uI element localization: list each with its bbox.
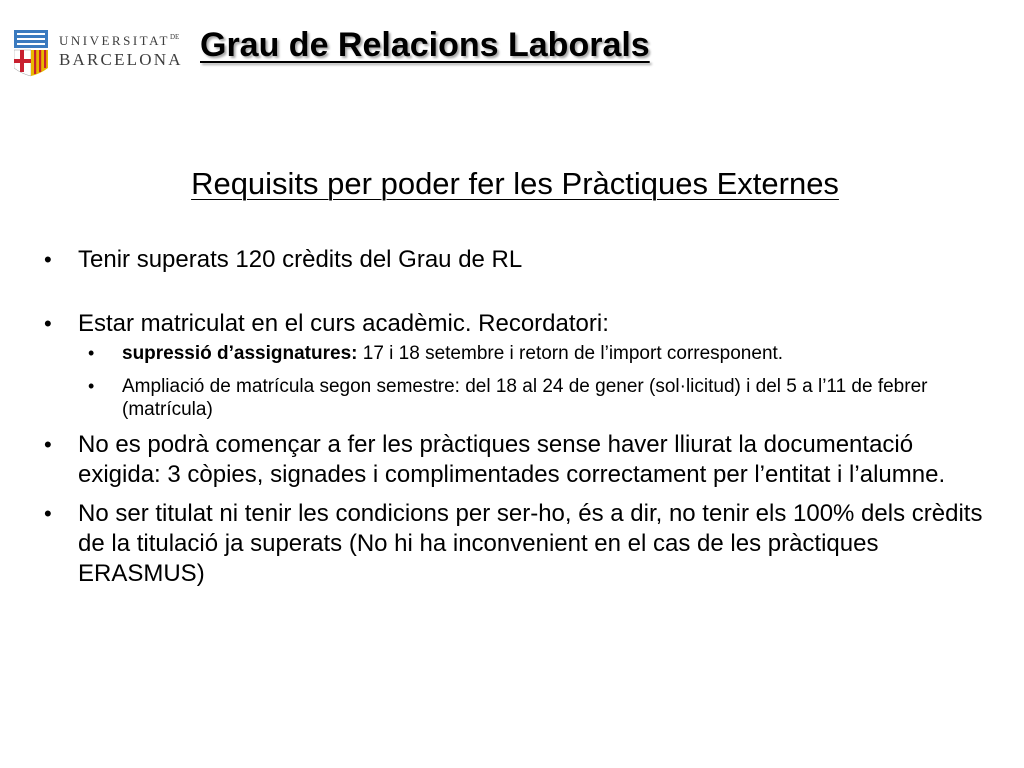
university-logo [14, 30, 183, 86]
bullet-icon: • [44, 247, 52, 272]
bullet-icon: • [44, 432, 52, 457]
sub-bullet-bold-text: supressió d’assignatures: [122, 343, 358, 364]
bullet-icon: • [88, 376, 95, 396]
bullet-item [40, 245, 1000, 275]
logo-line1: UNIVERSITAT [59, 33, 170, 48]
bullet-text: Estar matriculat en el curs acadèmic. Recordatori: [78, 310, 609, 337]
bullet-item [40, 309, 1000, 339]
sub-bullet-text: Ampliació de matrícula segon semestre: del 18 al 24 de gener (sol·licitud) i del 5 a l’11 de febrer (matrícula) [122, 376, 928, 420]
bullet-icon: • [88, 343, 95, 363]
bullet-item [40, 430, 1000, 490]
slide-subtitle: Requisits per poder fer les Pràctiques Externes [191, 166, 839, 201]
bullet-text: Tenir superats 120 crèdits del Grau de RL [78, 246, 523, 273]
bullet-icon: • [44, 311, 52, 336]
university-crest-icon [14, 30, 48, 80]
bullet-item [40, 499, 1000, 589]
university-wordmark [59, 34, 183, 68]
logo-line1-suffix: DE [169, 33, 180, 41]
logo-line2: BARCELONA [59, 50, 183, 69]
bullet-text: No es podrà començar a fer les pràctiques sense haver lliurat la documentació exigida: 3 còpies, signades i complimentades correctament per l’entitat i l’alumne. [78, 431, 946, 488]
sub-bullet-item [84, 375, 1000, 421]
sub-bullet-item [84, 342, 1000, 365]
slide-title: Grau de Relacions Laborals [200, 26, 650, 64]
bullet-list [40, 245, 1000, 589]
bullet-icon: • [44, 501, 52, 526]
sub-bullet-text: 17 i 18 setembre i retorn de l’import corresponent. [357, 343, 784, 364]
bullet-text: No ser titulat ni tenir les condicions per ser-ho, és a dir, no tenir els 100% dels crèdits de la titulació ja superats (No hi ha inconvenient en el cas de les pràctiques ERASMUS) [78, 500, 983, 587]
